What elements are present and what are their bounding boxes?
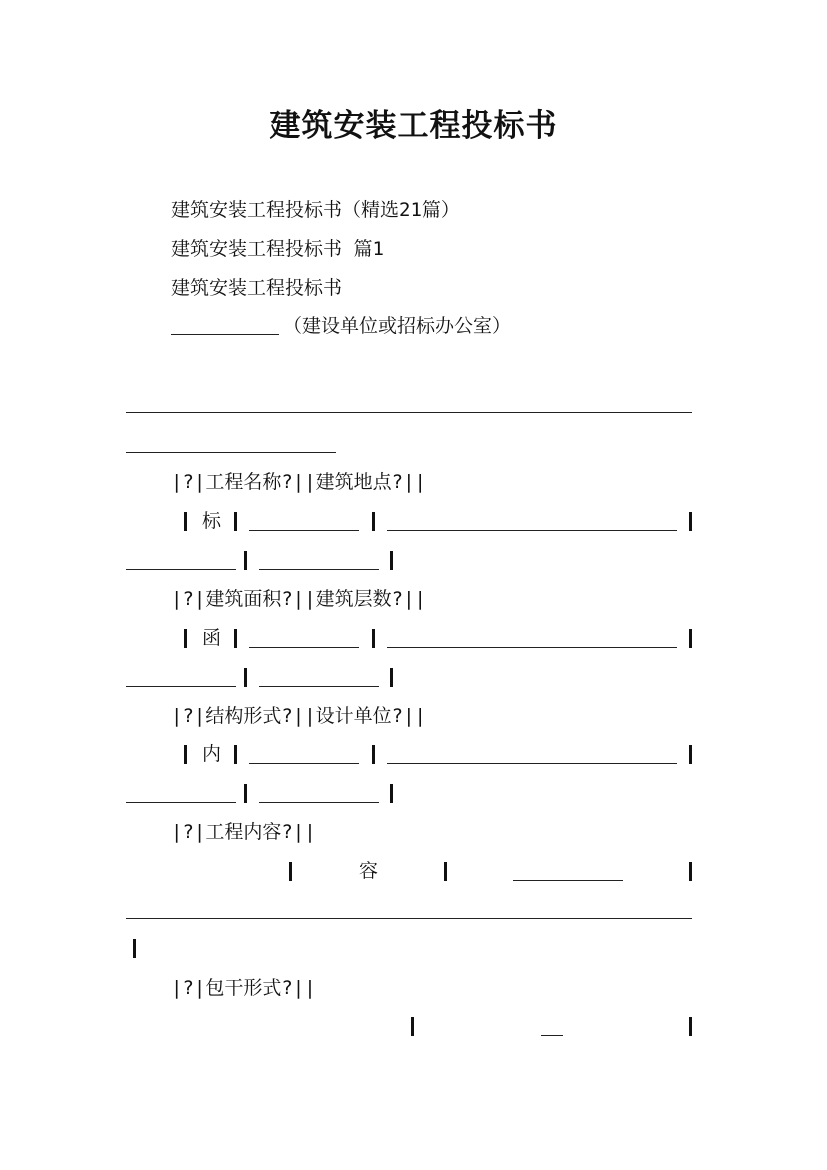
blank [387, 530, 677, 531]
blank [387, 763, 677, 764]
side-char-nei: 内 [202, 743, 222, 765]
bar [234, 512, 237, 531]
bar [133, 939, 136, 958]
blank [259, 569, 379, 570]
blank [249, 530, 359, 531]
bar [184, 629, 187, 648]
blank [126, 802, 236, 803]
bar [689, 629, 692, 648]
blank [513, 880, 623, 881]
blank [259, 802, 379, 803]
side-char-rong: 容 [359, 860, 379, 882]
document-title: 建筑安装工程投标书 [269, 108, 558, 144]
bar [411, 1017, 414, 1036]
bar [244, 551, 247, 570]
recipient-label: （建设单位或招标办公室） [283, 315, 512, 337]
bar [184, 512, 187, 531]
bar [689, 745, 692, 764]
blank [259, 686, 379, 687]
rule-3 [126, 918, 692, 919]
bar [289, 862, 292, 881]
bar [234, 745, 237, 764]
blank [387, 647, 677, 648]
bar [234, 629, 237, 648]
bar [689, 1017, 692, 1036]
bar [372, 512, 375, 531]
form-row-project-name: |?|工程名称?||建筑地点?|| [171, 471, 426, 493]
form-row-structure: |?|结构形式?||设计单位?|| [171, 705, 426, 727]
bar [244, 668, 247, 687]
bar [372, 629, 375, 648]
bar [184, 745, 187, 764]
blank [126, 686, 236, 687]
blank [249, 647, 359, 648]
bar [689, 512, 692, 531]
blank [249, 763, 359, 764]
side-char-biao: 标 [202, 510, 222, 532]
bar [444, 862, 447, 881]
bar [390, 784, 393, 803]
rule-2 [126, 452, 336, 453]
bar [390, 551, 393, 570]
intro-line-2: 建筑安装工程投标书 篇1 [171, 238, 384, 260]
rule-1 [126, 412, 692, 413]
intro-line-3: 建筑安装工程投标书 [171, 277, 343, 299]
bar [244, 784, 247, 803]
bar [372, 745, 375, 764]
bar [390, 668, 393, 687]
bar [689, 862, 692, 881]
side-char-han: 函 [202, 627, 222, 649]
recipient-blank [171, 334, 279, 335]
form-row-content: |?|工程内容?|| [171, 821, 316, 843]
blank [541, 1035, 563, 1036]
blank [126, 569, 236, 570]
form-row-contract-type: |?|包干形式?|| [171, 977, 316, 999]
intro-line-1: 建筑安装工程投标书（精选21篇） [171, 199, 460, 221]
form-row-building-area: |?|建筑面积?||建筑层数?|| [171, 588, 426, 610]
